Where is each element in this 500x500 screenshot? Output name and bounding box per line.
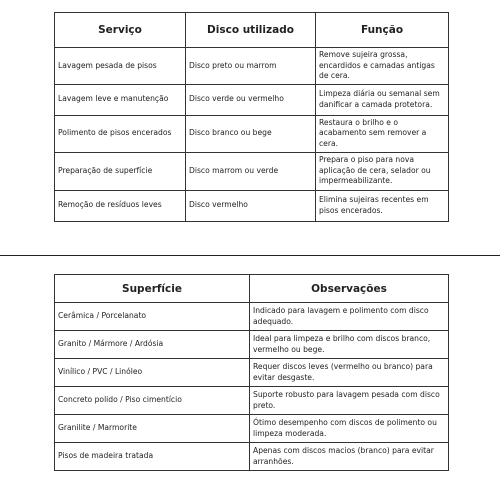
- table-row: [55, 359, 449, 387]
- disc-cell: Disco verde ou vermelho: [186, 84, 316, 115]
- observation-cell: Apenas com discos macios (branco) para evitar arranhões.: [250, 443, 449, 471]
- header-disco-utilizado: Disco utilizado: [186, 13, 316, 48]
- service-cell: Preparação de superfície: [55, 152, 186, 190]
- service-cell: Remoção de resíduos leves: [55, 190, 186, 221]
- disc-cell: Disco vermelho: [186, 190, 316, 221]
- table-header-row: [55, 275, 449, 303]
- section-divider: [0, 255, 500, 256]
- function-cell: Limpeza diária ou semanal sem danificar a camada protetora.: [316, 84, 449, 115]
- observation-cell: Suporte robusto para lavagem pesada com disco preto.: [250, 387, 449, 415]
- service-cell: Lavagem leve e manutenção: [55, 84, 186, 115]
- header-funcao: Função: [316, 13, 449, 48]
- table-row: [55, 387, 449, 415]
- observation-cell: Requer discos leves (vermelho ou branco) para evitar desgaste.: [250, 359, 449, 387]
- table-row: [55, 152, 449, 190]
- service-cell: Lavagem pesada de pisos: [55, 48, 186, 85]
- disc-cell: Disco branco ou bege: [186, 115, 316, 152]
- header-superficie: Superfície: [55, 275, 250, 303]
- surface-cell: Cerâmica / Porcelanato: [55, 303, 250, 331]
- table-row: [55, 443, 449, 471]
- service-cell: Polimento de pisos encerados: [55, 115, 186, 152]
- surfaces-table: [54, 274, 449, 471]
- surface-cell: Vinílico / PVC / Linóleo: [55, 359, 250, 387]
- observation-cell: Ótimo desempenho com discos de polimento ou limpeza moderada.: [250, 415, 449, 443]
- table-row: [55, 115, 449, 152]
- function-cell: Elimina sujeiras recentes em pisos encerados.: [316, 190, 449, 221]
- header-observacoes: Observações: [250, 275, 449, 303]
- surface-cell: Granilite / Marmorite: [55, 415, 250, 443]
- header-servico: Serviço: [55, 13, 186, 48]
- surface-cell: Pisos de madeira tratada: [55, 443, 250, 471]
- table-row: [55, 415, 449, 443]
- table-row: [55, 190, 449, 221]
- surface-cell: Concreto polido / Piso cimentício: [55, 387, 250, 415]
- services-table: [54, 12, 449, 222]
- table-row: [55, 84, 449, 115]
- function-cell: Prepara o piso para nova aplicação de cera, selador ou impermeabilizante.: [316, 152, 449, 190]
- surface-cell: Granito / Mármore / Ardósia: [55, 331, 250, 359]
- disc-cell: Disco preto ou marrom: [186, 48, 316, 85]
- table-header-row: [55, 13, 449, 48]
- disc-cell: Disco marrom ou verde: [186, 152, 316, 190]
- function-cell: Remove sujeira grossa, encardidos e camadas antigas de cera.: [316, 48, 449, 85]
- table-row: [55, 303, 449, 331]
- table-row: [55, 331, 449, 359]
- observation-cell: Indicado para lavagem e polimento com disco adequado.: [250, 303, 449, 331]
- observation-cell: Ideal para limpeza e brilho com discos branco, vermelho ou bege.: [250, 331, 449, 359]
- table-row: [55, 48, 449, 85]
- function-cell: Restaura o brilho e o acabamento sem remover a cera.: [316, 115, 449, 152]
